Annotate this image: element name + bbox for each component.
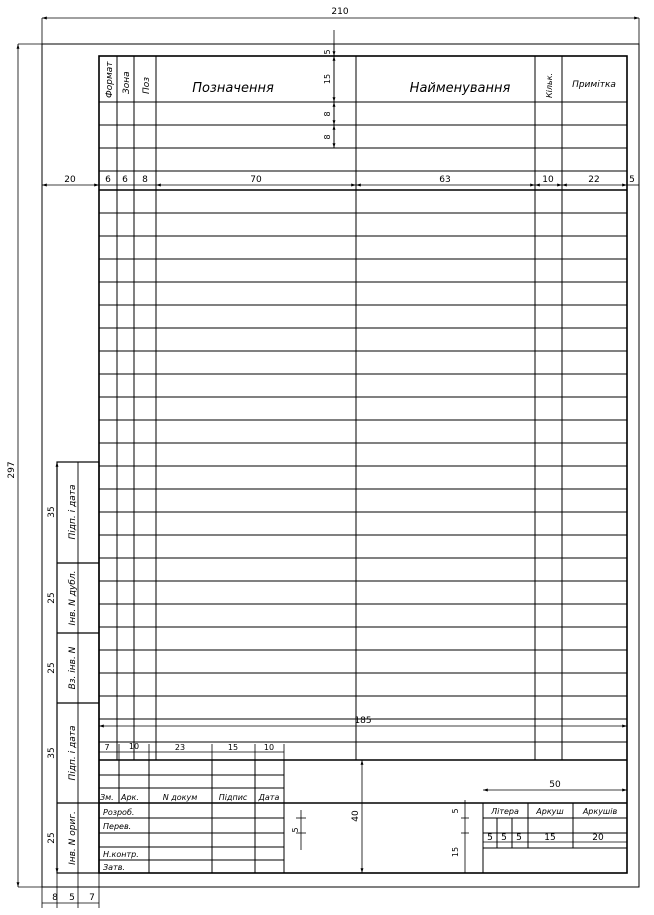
overall-height-label: 297 bbox=[7, 461, 17, 479]
side-dim-35b: 35 bbox=[47, 747, 57, 759]
side-label-podp1: Підп. і дата bbox=[68, 484, 78, 540]
side-strip bbox=[57, 462, 99, 873]
tb-lit-dim-5b: 5 bbox=[501, 833, 507, 843]
tb-dim-15-right: 15 bbox=[451, 846, 460, 858]
dim-header-8a: 8 bbox=[323, 111, 332, 117]
tb-arkushiv: Аркушів bbox=[582, 807, 618, 816]
side-dim-25b: 25 bbox=[47, 662, 57, 674]
tb-role-zatv: Затв. bbox=[103, 863, 125, 872]
side-dim-25a: 25 bbox=[47, 592, 57, 604]
tb-lit-dim-15: 15 bbox=[544, 833, 556, 843]
tb-dim-15: 15 bbox=[227, 743, 239, 752]
dim-col-70: 70 bbox=[250, 175, 262, 185]
dim-header-8b: 8 bbox=[323, 134, 332, 140]
title-block-col-dimensions bbox=[99, 744, 284, 760]
tb-hdr-ark: Арк. bbox=[121, 793, 139, 802]
side-dim-35a: 35 bbox=[47, 506, 57, 518]
tb-dim-5-left: 5 bbox=[291, 827, 300, 833]
title-block-width-label: 185 bbox=[354, 716, 372, 726]
tb-dim-23: 23 bbox=[174, 743, 186, 752]
tb-role-razrob: Розроб. bbox=[103, 808, 135, 817]
body-row-lines bbox=[99, 213, 627, 742]
tb-role-nkontr: Н.контр. bbox=[103, 850, 139, 859]
title-block-height-dimensions bbox=[296, 760, 627, 873]
overall-width-label: 210 bbox=[331, 7, 349, 17]
dim-col-6b: 6 bbox=[122, 175, 128, 185]
header-designation: Позначення bbox=[192, 81, 274, 96]
dim-col-left: 20 bbox=[64, 175, 76, 185]
tb-lit-dim-5c: 5 bbox=[516, 833, 522, 843]
tb-litera: Літера bbox=[491, 807, 519, 816]
tb-dim-50: 50 bbox=[549, 780, 561, 790]
side-dim-25c: 25 bbox=[47, 832, 57, 844]
overall-height-dimension bbox=[18, 44, 42, 887]
tb-dim-10b: 10 bbox=[263, 743, 275, 752]
tb-lit-dim-20: 20 bbox=[592, 833, 604, 843]
dim-col-right: 5 bbox=[629, 175, 635, 185]
tb-hdr-sign: Підпис bbox=[218, 793, 248, 802]
tb-hdr-date: Дата bbox=[258, 793, 280, 802]
header-qty: Кільк. bbox=[545, 72, 554, 98]
tb-dim-5-right: 5 bbox=[451, 808, 460, 814]
side-label-podp2: Підп. і дата bbox=[68, 725, 78, 781]
dim-col-8: 8 bbox=[142, 175, 148, 185]
tb-dim-7: 7 bbox=[104, 743, 110, 752]
overall-width-dimension bbox=[42, 18, 639, 44]
tb-arkush: Аркуш bbox=[536, 807, 564, 816]
dim-header-5: 5 bbox=[323, 49, 332, 55]
tb-dim-40: 40 bbox=[351, 810, 361, 822]
bottom-dim-8: 8 bbox=[52, 893, 58, 903]
dim-header-15: 15 bbox=[323, 73, 332, 85]
header-name: Найменування bbox=[409, 81, 511, 96]
bottom-dim-7: 7 bbox=[89, 893, 95, 903]
tb-hdr-ndoc: N докум bbox=[162, 793, 198, 802]
dim-col-63: 63 bbox=[439, 175, 451, 185]
tb-dim-10: 10 bbox=[128, 742, 140, 751]
bottom-dim-5: 5 bbox=[69, 893, 75, 903]
tb-lit-dim-5a: 5 bbox=[487, 833, 493, 843]
dim-col-22: 22 bbox=[588, 175, 600, 185]
header-zone: Зона bbox=[122, 71, 132, 94]
dim-col-10: 10 bbox=[542, 175, 554, 185]
title-block-grid bbox=[99, 760, 627, 873]
side-label-vz-inv: Вз. інв. N bbox=[68, 646, 78, 690]
column-lines bbox=[117, 56, 562, 760]
tb-role-perev: Перев. bbox=[103, 822, 132, 831]
side-label-inv-orig: Інв. N ориг. bbox=[68, 811, 78, 865]
side-label-inv-dubl: Інв. N дубл. bbox=[68, 570, 78, 626]
tb-hdr-zm: Зм. bbox=[100, 793, 114, 802]
header-format: Формат bbox=[105, 61, 115, 98]
dim-col-6a: 6 bbox=[105, 175, 111, 185]
header-pos: Поз bbox=[142, 76, 152, 94]
header-note: Примітка bbox=[572, 80, 616, 90]
